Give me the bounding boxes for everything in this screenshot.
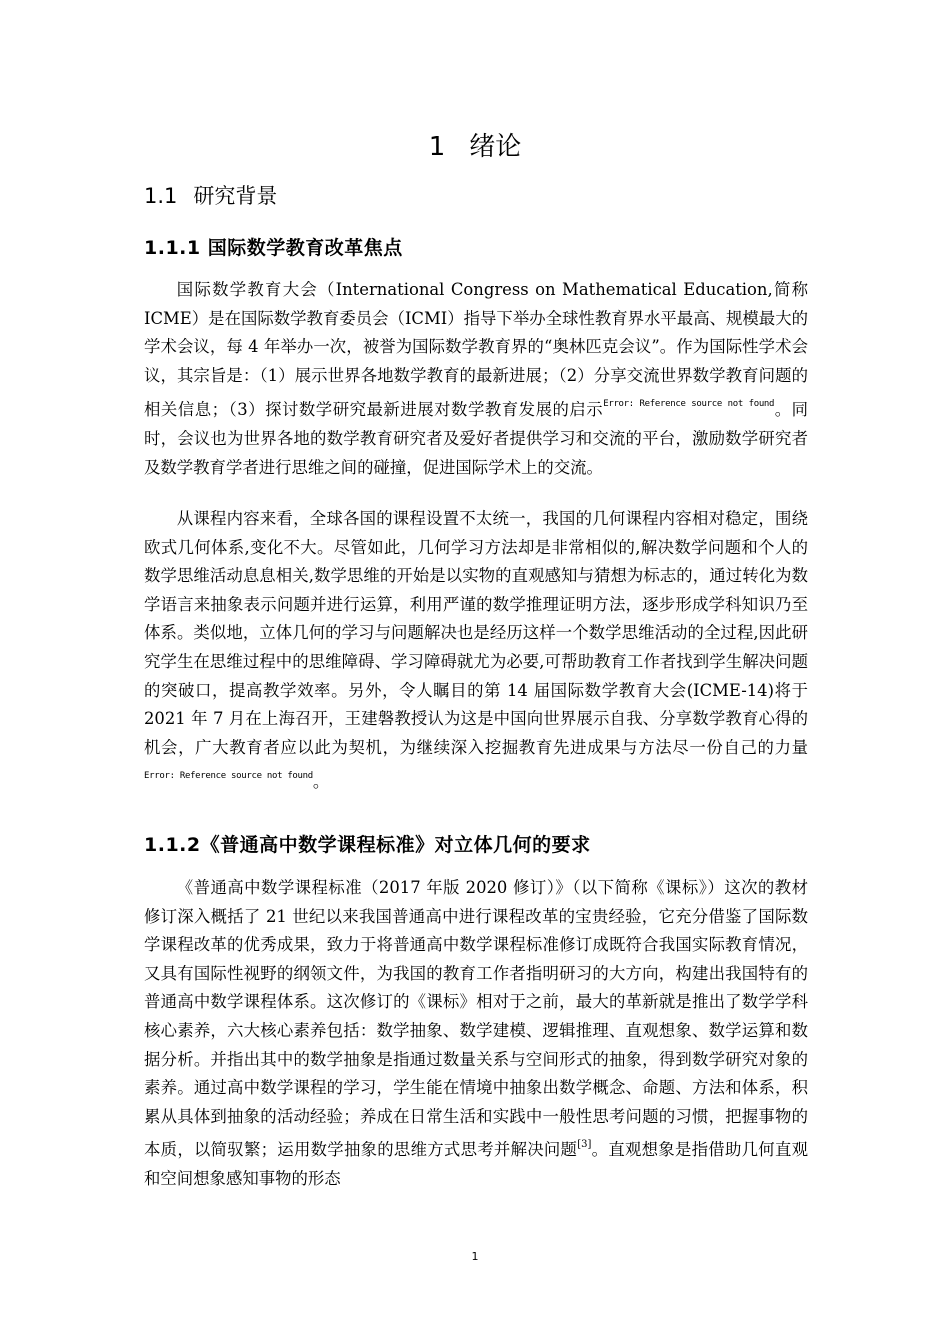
chapter-number: 1 [428,132,446,162]
citation-marker: [3] [577,1139,592,1151]
paragraph-standards-text-a: 《普通高中数学课程标准（2017 年版 2020 修订）》（以下简称《课标》）这次的教材修订深入概括了 21 世纪以来我国普通高中进行课程改革的宝贵经验，它充分借鉴了国际数学课程改革的优秀成果，致力于将普通高中数学课程标准修订成既符合我国实际教育情况，又具有国际性视野的纲领文件，为我国的教育工作者指明研习的大方向，构建出我国特有的普通高中数学课程体系。这次修订的《课标》相对于之前，最大的革新就是推出了数学学科核心素养，六大核心素养包括：数学抽象、数学建模、逻辑推理、直观想象、数学运算和数据分析。并指出其中的数学抽象是指通过数量关系与空间形式的抽象，得到数学研究对象的素养。通过高中数学课程的学习，学生能在情境中抽象出数学概念、命题、方法和体系，积累从具体到抽象的活动经验；养成在日常生活和实践中一般性思考问题的习惯，把握事物的本质，以简驭繁；运用数学抽象的思维方式思考并解决问题 [144,878,808,1160]
paragraph-icme [144,276,808,482]
chapter-title-text: 绪论 [469,132,522,162]
reference-error: Error: Reference source not found [603,399,775,410]
paragraph-curriculum [144,505,808,797]
subsection-heading-1: 1.1.1 国际数学教育改革焦点 [144,237,403,259]
page-number: 1 [471,1250,479,1263]
chapter-title [0,126,950,163]
paragraph-curriculum-text-a: 从课程内容来看，全球各国的课程设置不太统一，我国的几何课程内容相对稳定，围绕欧式几何体系,变化不大。尽管如此，几何学习方法却是非常相似的,解决数学问题和个人的数学思维活动息息相关,数学思维的开始是以实物的直观感知与猜想为标志的，通过转化为数学语言来抽象表示问题并进行运算，利用严谨的数学推理证明方法，逐步形成学科知识乃至体系。类似地，立体几何的学习与问题解决也是经历这样一个数学思维活动的全过程,因此研究学生在思维过程中的思维障碍、学习障碍就尤为必要,可帮助教育工作者找到学生解决问题的突破口，提高教学效率。另外，令人瞩目的第 14 届国际数学教育大会(ICME-14)将于 2021 年 7 月在上海召开，王建磐教授认为这是中国向世界展示自我、分享数学教育心得的机会，广大教育者应以此为契机，为继续深入挖掘教育先进成果与方法尽一份自己的力量 [144,509,808,757]
paragraph-curriculum-text-b: 。 [312,772,330,792]
paragraph-icme-text-a: 国际数学教育大会（International Congress on Mathematical Education,简称 ICME）是在国际数学教育委员会（ICMI）指导下举办全球性教育界水平最高、规模最大的学术会议，每 4 年举办一次，被誉为国际数学教育界的“奥林匹克会议”。作为国际性学术会议，其宗旨是：（1）展示世界各地数学教育的最新进展；（2）分享交流世界数学教育问题的相关信息；（3）探讨数学研究最新进展对数学教育发展的启示 [144,280,808,420]
paragraph-icme-text-b: 。同时，会议也为世界各地的数学教育研究者及爱好者提供学习和交流的平台，激励数学研究者及数学教育学者进行思维之间的碰撞，促进国际学术上的交流。 [144,400,808,477]
subsection-heading-2: 1.1.2《普通高中数学课程标准》对立体几何的要求 [144,834,591,856]
reference-error: Error: Reference source not found [144,771,313,782]
section-number: 1.1 [144,184,178,208]
section-title: 研究背景 [193,184,278,208]
paragraph-standards [144,874,808,1194]
paragraph-standards-text-b: 。直观想象是指借助几何直观和空间想象感知事物的形态 [144,1140,808,1188]
section-heading [144,180,277,210]
